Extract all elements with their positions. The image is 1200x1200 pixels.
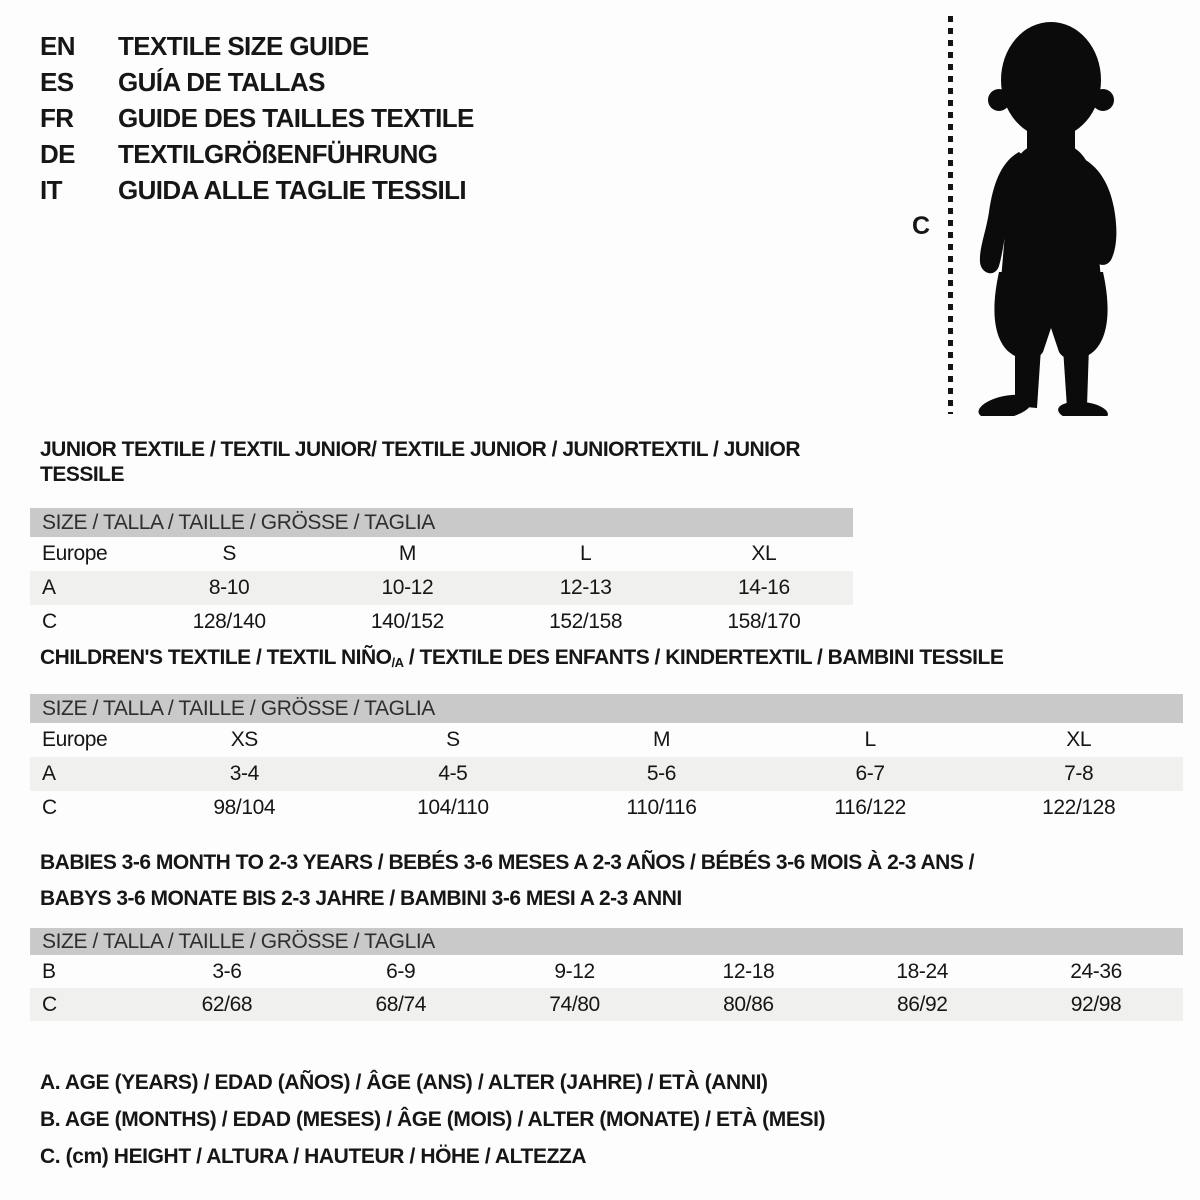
section-babies-textile: [30, 845, 1183, 1021]
value-cell: 5-6: [646, 762, 677, 785]
language-title: GUIDE DES TAILLES TEXTILE: [118, 102, 474, 133]
toddler-silhouette: [963, 16, 1139, 416]
value-cell: 6-7: [855, 762, 885, 785]
language-code: DE: [40, 138, 75, 169]
heading-line-1: BABIES 3-6 MONTH TO 2-3 YEARS / BEBÉS 3-6 MESES A 2-3 AÑOS / BÉBÉS 3-6 MOIS À 2-3 ANS /: [40, 851, 975, 874]
legend-line-c: C. (cm) HEIGHT / ALTURA / HAUTEUR / HÖHE / ALTEZZA: [40, 1145, 587, 1168]
value-cell: XL: [1066, 728, 1092, 751]
row-label-cell: B: [42, 959, 56, 983]
language-row: [40, 64, 474, 100]
table-row: [30, 955, 1183, 988]
value-cell: S: [446, 728, 460, 751]
value-cell: L: [864, 728, 876, 751]
language-code: FR: [40, 102, 74, 133]
value-cell: 4-5: [438, 762, 468, 785]
row-label-cell: C: [42, 610, 57, 633]
height-measure-dashed-line: [948, 16, 953, 414]
table-row: [30, 723, 1183, 757]
value-cell: L: [579, 542, 592, 565]
language-code: ES: [40, 66, 74, 97]
language-list: [40, 28, 474, 208]
value-cell: 10-12: [381, 576, 434, 599]
table-row: [30, 571, 853, 605]
value-cell: 86/92: [896, 992, 948, 1016]
value-cell: 92/98: [1070, 992, 1122, 1016]
language-row: [40, 28, 474, 64]
row-label-cell: A: [42, 762, 56, 785]
value-cell: 128/140: [192, 610, 266, 633]
section-junior-textile: [30, 437, 853, 639]
value-cell: 9-12: [554, 959, 595, 983]
value-cell: 140/152: [370, 610, 444, 633]
figure-height-label: C: [912, 212, 931, 240]
section-heading: [40, 845, 1183, 917]
value-cell: 12-13: [559, 576, 612, 599]
section-childrens-textile: [30, 645, 1183, 825]
row-label-cell: Europe: [42, 542, 108, 565]
row-label-cell: Europe: [42, 728, 108, 751]
value-cell: 74/80: [549, 992, 600, 1016]
value-cell: 7-8: [1064, 762, 1094, 785]
value-cell: 24-36: [1070, 959, 1122, 983]
language-code: IT: [40, 174, 62, 205]
legend-line-a: A. AGE (YEARS) / EDAD (AÑOS) / ÂGE (ANS) / ALTER (JAHRE) / ETÀ (ANNI): [40, 1071, 768, 1094]
value-cell: 110/116: [626, 796, 697, 819]
language-title: TEXTILE SIZE GUIDE: [118, 30, 369, 61]
size-header-bar: SIZE / TALLA / TAILLE / GRÖSSE / TAGLIA: [30, 508, 853, 537]
value-cell: 14-16: [738, 576, 790, 599]
table-row: [30, 605, 853, 639]
legend-line-b: B. AGE (MONTHS) / EDAD (MESES) / ÂGE (MOIS) / ALTER (MONATE) / ETÀ (MESI): [40, 1108, 826, 1131]
value-cell: M: [398, 542, 416, 565]
language-row: [40, 100, 474, 136]
value-cell: 18-24: [896, 959, 949, 983]
legend: [40, 1064, 825, 1175]
value-cell: 3-6: [212, 959, 242, 983]
value-cell: 68/74: [375, 992, 427, 1016]
value-cell: 8-10: [208, 576, 250, 599]
value-cell: 158/170: [727, 610, 801, 633]
language-title: GUÍA DE TALLAS: [118, 66, 325, 97]
section-heading: JUNIOR TEXTILE / TEXTIL JUNIOR/ TEXTILE JUNIOR / JUNIORTEXTIL / JUNIOR TESSILE: [40, 438, 800, 486]
section-heading: CHILDREN'S TEXTILE / TEXTIL NIÑO/A / TEXTILE DES ENFANTS / KINDERTEXTIL / BAMBINI TESSILE: [40, 646, 1004, 670]
language-title: GUIDA ALLE TAGLIE TESSILI: [118, 174, 467, 205]
value-cell: 116/122: [834, 796, 906, 819]
value-cell: 6-9: [386, 959, 416, 983]
value-cell: S: [222, 542, 236, 565]
value-cell: M: [652, 728, 671, 751]
value-cell: 122/128: [1042, 796, 1116, 819]
table-row: [30, 988, 1183, 1021]
value-cell: 12-18: [722, 959, 775, 983]
value-cell: 62/68: [201, 992, 253, 1016]
language-title: TEXTILGRÖßENFÜHRUNG: [118, 138, 438, 169]
table-row: [30, 537, 853, 571]
value-cell: 152/158: [549, 610, 623, 633]
row-label-cell: A: [42, 576, 56, 599]
value-cell: 80/86: [723, 992, 774, 1016]
language-row: [40, 172, 474, 208]
table-row: [30, 757, 1183, 791]
value-cell: 3-4: [229, 762, 259, 785]
size-header-bar: SIZE / TALLA / TAILLE / GRÖSSE / TAGLIA: [30, 928, 1183, 955]
heading-line-2: BABYS 3-6 MONATE BIS 2-3 JAHRE / BAMBINI 3-6 MESI A 2-3 ANNI: [40, 887, 682, 910]
language-code: EN: [40, 30, 75, 61]
table-row: [30, 791, 1183, 825]
row-label-cell: C: [42, 992, 57, 1016]
size-header-bar: SIZE / TALLA / TAILLE / GRÖSSE / TAGLIA: [30, 694, 1183, 723]
heading-subscript: /A: [391, 654, 404, 670]
row-label-cell: C: [42, 796, 57, 819]
value-cell: XL: [751, 542, 777, 565]
value-cell: 104/110: [417, 796, 489, 819]
value-cell: 98/104: [213, 796, 276, 819]
language-row: [40, 136, 474, 172]
value-cell: XS: [230, 728, 258, 751]
